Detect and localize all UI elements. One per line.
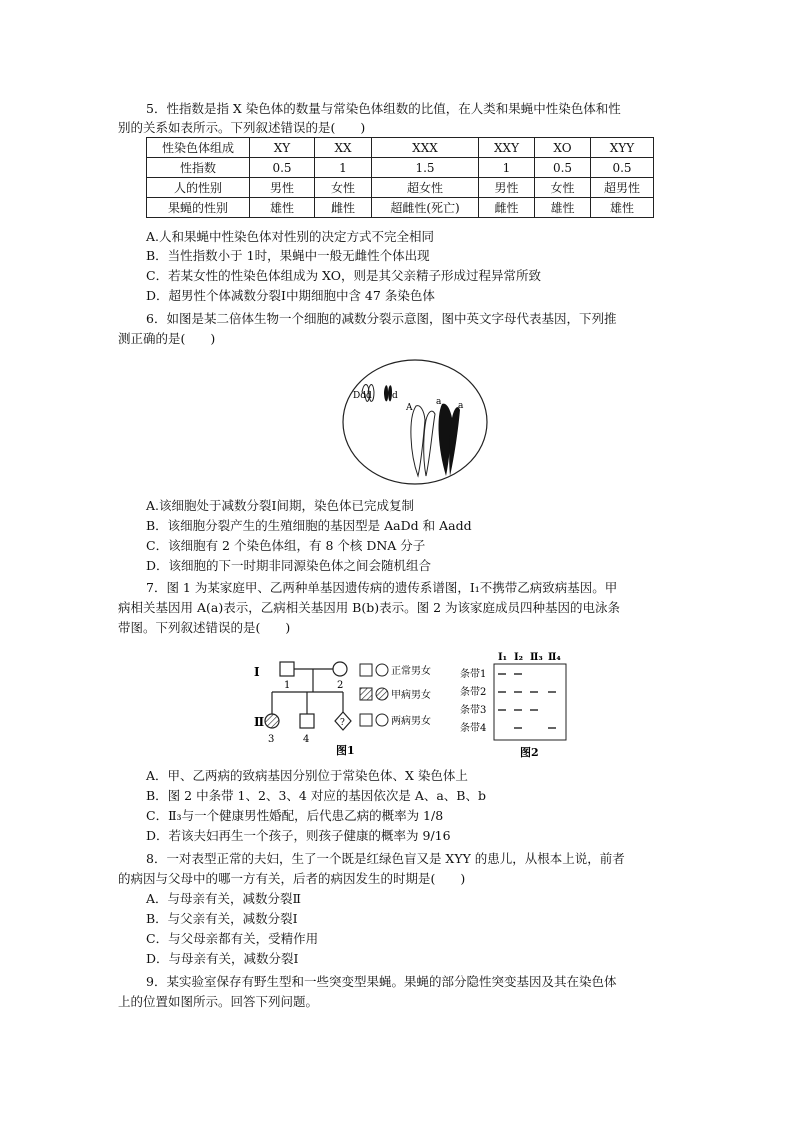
table-cell: 性指数: [147, 158, 250, 178]
q6-option-b: B．该细胞分裂产生的生殖细胞的基因型是 AaDd 和 Aadd: [146, 518, 472, 533]
column-label-I1: Ⅰ₁: [498, 652, 508, 663]
q6-option-d: D．该细胞的下一时期非同源染色体之间会随机组合: [146, 558, 432, 573]
q7-stem-line3: 带图。下列叙述错误的是( ): [118, 620, 291, 635]
table-cell: XXX: [372, 138, 479, 158]
table-row: [147, 138, 654, 158]
table-cell: 1: [479, 158, 535, 178]
table-cell: 性染色体组成: [147, 138, 250, 158]
sex-chromosome-table: [146, 137, 654, 218]
q8-option-a: A．与母亲有关，减数分裂Ⅱ: [146, 891, 302, 906]
legend-both-diseases: 两病男女: [391, 716, 431, 727]
table-cell: 雌性: [315, 198, 372, 218]
legend-disease-a: 甲病男女: [391, 690, 431, 701]
table-cell: XO: [535, 138, 591, 158]
table-cell: 女性: [535, 178, 591, 198]
individual-number-2: 2: [337, 680, 344, 691]
q5-option-a: A.人和果蝇中性染色体对性别的决定方式不完全相同: [146, 229, 435, 244]
column-label-II4: Ⅱ₄: [548, 652, 561, 663]
table-cell: XY: [250, 138, 315, 158]
meiosis-cell-figure: [340, 358, 490, 488]
q8-option-c: C．与父母亲都有关，受精作用: [146, 931, 319, 946]
figure1-caption: 图1: [336, 744, 355, 757]
chromosome-pair-right-dark: [439, 404, 460, 476]
table-cell: 1: [315, 158, 372, 178]
band-label-4: 条带4: [460, 723, 487, 734]
table-cell: 1.5: [372, 158, 479, 178]
gene-label-Ddd: Ddd: [353, 391, 372, 401]
individual-II3: [265, 714, 279, 728]
individual-I1: [280, 662, 294, 676]
q6-stem-line1: 6．如图是某二倍体生物一个细胞的减数分裂示意图，图中英文字母代表基因，下列推: [146, 311, 617, 326]
q5-option-d: D．超男性个体减数分裂Ⅰ中期细胞中含 47 条染色体: [146, 288, 435, 303]
q7-option-d: D．若该夫妇再生一个孩子，则孩子健康的概率为 9/16: [146, 828, 451, 843]
individual-II4: [300, 714, 314, 728]
q8-option-d: D．与母亲有关，减数分裂Ⅰ: [146, 951, 299, 966]
gene-label-d: d: [392, 391, 398, 401]
q5-option-b: B．当性指数小于 1时，果蝇中一般无雌性个体出现: [146, 248, 430, 263]
q7-option-c: C．Ⅱ₃与一个健康男性婚配，后代患乙病的概率为 1/8: [146, 808, 444, 823]
table-row: [147, 158, 654, 178]
table-cell: 0.5: [250, 158, 315, 178]
table-cell: 雄性: [591, 198, 654, 218]
electrophoresis-figure: [458, 650, 578, 760]
individual-I2: [333, 662, 347, 676]
table-row: [147, 178, 654, 198]
q8-option-b: B．与父亲有关，减数分裂Ⅰ: [146, 911, 298, 926]
individual-number-3: 3: [268, 734, 275, 745]
q8-stem-line1: 8．一对表型正常的夫妇，生了一个既是红绿色盲又是 XYY 的患儿，从根本上说，前者: [146, 851, 625, 866]
unknown-mark: ?: [340, 718, 345, 728]
table-cell: 男性: [250, 178, 315, 198]
q7-stem-line2: 病相关基因用 A(a)表示，乙病相关基因用 B(b)表示。图 2 为该家庭成员四种基因的电泳条: [118, 600, 621, 615]
table-cell: 人的性别: [147, 178, 250, 198]
q5-option-c: C．若某女性的性染色体组成为 XO，则是其父亲精子形成过程异常所致: [146, 268, 541, 283]
q7-stem-line1: 7．图 1 为某家庭甲、乙两种单基因遗传病的遗传系谱图，Ⅰ₁不携带乙病致病基因。甲: [146, 580, 618, 595]
table-cell: 雄性: [250, 198, 315, 218]
q6-option-c: C．该细胞有 2 个染色体组，有 8 个核 DNA 分子: [146, 538, 426, 553]
table-cell: XXY: [479, 138, 535, 158]
table-cell: 男性: [479, 178, 535, 198]
q7-option-b: B．图 2 中条带 1、2、3、4 对应的基因依次是 A、a、B、b: [146, 788, 486, 803]
gene-label-a2: a: [458, 401, 464, 411]
band-label-1: 条带1: [460, 669, 487, 680]
table-cell: 0.5: [535, 158, 591, 178]
pedigree-figure: [250, 658, 450, 758]
q6-stem-line2: 测正确的是( ): [118, 331, 216, 346]
individual-number-1: 1: [284, 680, 291, 691]
individual-number-4: 4: [303, 734, 310, 745]
gene-label-a1: a: [436, 397, 442, 407]
column-label-II3: Ⅱ₃: [530, 652, 543, 663]
generation-I-label: Ⅰ: [254, 665, 260, 679]
gene-label-A: A: [406, 403, 413, 413]
chromosome-pair-right: [411, 406, 435, 476]
band-label-3: 条带3: [460, 705, 487, 716]
chromosome-pair-left-dark: [384, 385, 392, 401]
table-cell: 女性: [315, 178, 372, 198]
table-cell: 0.5: [591, 158, 654, 178]
q8-stem-line2: 的病因与父母中的哪一方有关，后者的病因发生的时期是( ): [118, 871, 466, 886]
table-row: [147, 198, 654, 218]
table-cell: 雄性: [535, 198, 591, 218]
table-cell: 超女性: [372, 178, 479, 198]
figure2-caption: 图2: [520, 746, 539, 759]
legend-normal: 正常男女: [391, 666, 431, 677]
table-cell: 雌性: [479, 198, 535, 218]
table-cell: XYY: [591, 138, 654, 158]
table-cell: 果蝇的性别: [147, 198, 250, 218]
q7-option-a: A．甲、乙两病的致病基因分别位于常染色体、X 染色体上: [146, 768, 468, 783]
q5-stem-line2: 别的关系如表所示。下列叙述错误的是( ): [118, 120, 366, 135]
generation-II-label: Ⅱ: [254, 715, 265, 729]
column-label-I2: Ⅰ₂: [514, 652, 524, 663]
q6-option-a: A.该细胞处于减数分裂Ⅰ间期，染色体已完成复制: [146, 498, 414, 513]
band-label-2: 条带2: [460, 687, 487, 698]
q9-stem-line1: 9．某实验室保存有野生型和一些突变型果蝇。果蝇的部分隐性突变基因及其在染色体: [146, 974, 617, 989]
q9-stem-line2: 上的位置如图所示。回答下列问题。: [118, 994, 319, 1009]
table-cell: XX: [315, 138, 372, 158]
table-cell: 超雌性(死亡): [372, 198, 479, 218]
q5-stem-line1: 5．性指数是指 X 染色体的数量与常染色体组数的比值，在人类和果蝇中性染色体和性: [146, 101, 621, 116]
table-cell: 超男性: [591, 178, 654, 198]
